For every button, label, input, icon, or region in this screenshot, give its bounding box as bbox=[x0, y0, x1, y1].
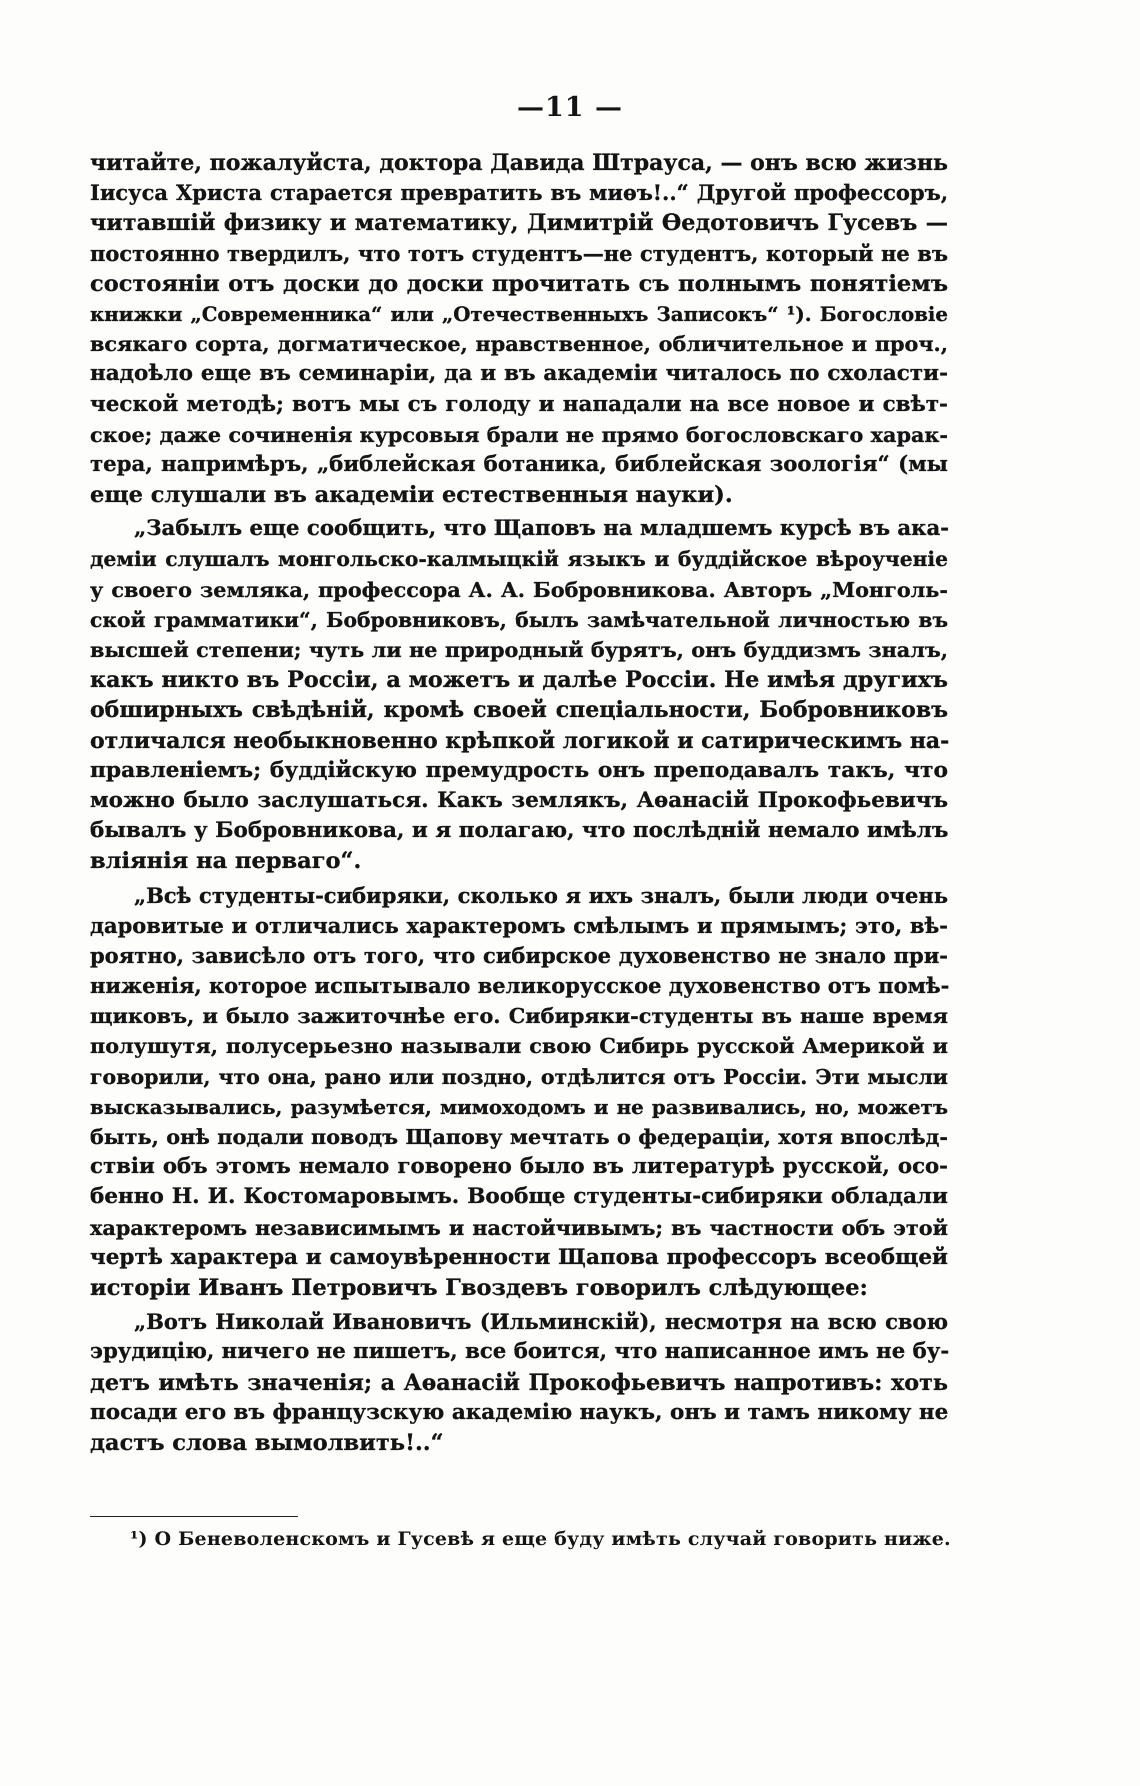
footnote: ¹) О Беневоленскомъ и Гусевѣ я еще буду имѣть случай говорить ниже. bbox=[130, 1528, 951, 1550]
paragraph-2 bbox=[90, 514, 948, 876]
text-line: высшей степени; чуть ли не природный бурятъ, онъ буддизмъ зналъ, bbox=[90, 638, 948, 662]
text-line: всякаго сорта, догматическое, нравственное, обличительное и проч., bbox=[90, 332, 948, 357]
paragraph-3 bbox=[90, 881, 948, 1304]
text-line: еще слушали въ академіи естественныя науки). bbox=[90, 482, 733, 509]
text-line: „Забылъ еще сообщить, что Щаповъ на младшемъ курсѣ въ ака- bbox=[134, 516, 950, 542]
text-line: обширныхъ свѣдѣній, кромѣ своей спеціальности, Бобровниковъ bbox=[90, 697, 948, 724]
text-line: надоѣло еще въ семинаріи, да и въ академіи читалось по схоласти- bbox=[90, 361, 948, 387]
text-line: характеромъ независимымъ и настойчивымъ; въ частности объ этой bbox=[90, 1215, 948, 1240]
text-line: отличался необыкновенно крѣпкой логикой и сатирическимъ на- bbox=[90, 727, 950, 754]
text-line: высказывались, разумѣется, мимоходомъ и не развивались, но, можетъ bbox=[90, 1094, 948, 1119]
text-line: вліянія на перваго“. bbox=[90, 848, 362, 875]
footnote-divider bbox=[90, 1516, 298, 1517]
text-line: бывалъ у Бобровникова, и я полагаю, что послѣдній немало имѣлъ bbox=[90, 818, 949, 844]
text-line: эрудицію, ничего не пишетъ, все боится, что написанное имъ не бу- bbox=[90, 1339, 950, 1365]
text-line: ниженія, которое испытывало великорусское духовенство отъ помѣ- bbox=[90, 973, 950, 999]
text-line: правленіемъ; буддійскую премудрость онъ преподавалъ такъ, что bbox=[90, 757, 948, 783]
page-number: —11 — bbox=[517, 92, 623, 123]
text-line: „Вотъ Николай Ивановичъ (Ильминскій), несмотря на всю свою bbox=[134, 1309, 948, 1335]
text-line: ческой методѣ; вотъ мы съ голоду и нападали на все новое и свѣт- bbox=[90, 391, 948, 417]
paragraph-1 bbox=[90, 148, 948, 510]
text-line: детъ имѣть значенія; а Аѳанасій Прокофьевичъ напротивъ: хоть bbox=[90, 1369, 948, 1396]
text-line: состояніи отъ доски до доски прочитать съ полнымъ понятіемъ bbox=[90, 270, 948, 297]
text-line: бенно Н. И. Костомаровымъ. Вообще студенты-сибиряки обладали bbox=[90, 1184, 948, 1210]
body-text bbox=[90, 148, 948, 1458]
text-line: чертѣ характера и самоувѣренности Щапова профессоръ всеобщей bbox=[90, 1244, 948, 1270]
text-line: у своего земляка, профессора А. А. Бобровникова. Авторъ „Монголь- bbox=[90, 577, 948, 602]
text-line: говорили, что она, рано или поздно, отдѣлится отъ Россіи. Эти мысли bbox=[90, 1064, 948, 1089]
paragraph-4 bbox=[90, 1307, 948, 1458]
text-line: ское; даже сочиненія курсовыя брали не прямо богословскаго харак- bbox=[90, 422, 948, 447]
text-line: деміи слушалъ монгольско-калмыцкій языкъ и буддійское вѣроученіе bbox=[90, 547, 948, 572]
text-line: быть, онѣ подали поводъ Щапову мечтать о федераціи, хотя впослѣд- bbox=[90, 1125, 948, 1149]
text-line: постоянно твердилъ, что тотъ студентъ—не студентъ, который не въ bbox=[90, 240, 948, 266]
text-line: даровитые и отличались характеромъ смѣлымъ и прямымъ; это, вѣ- bbox=[90, 912, 948, 938]
text-line: дастъ слова вымолвить!..“ bbox=[90, 1429, 444, 1456]
text-line: „Всѣ студенты-сибиряки, сколько я ихъ зналъ, были люди очень bbox=[134, 882, 948, 908]
text-line: Іисуса Христа старается превратить въ миѳъ!..“ Другой профессоръ, bbox=[90, 180, 948, 206]
text-line: полушутя, полусерьезно называли свою Сибирь русской Америкой и bbox=[90, 1034, 948, 1059]
text-line: какъ никто въ Россіи, а можетъ и далѣе Россіи. Не имѣя другихъ bbox=[90, 667, 948, 694]
text-line: исторіи Иванъ Петровичъ Гвоздевъ говорилъ слѣдующее: bbox=[90, 1274, 868, 1301]
text-line: ствіи объ этомъ немало говорено было въ литературѣ русской, осо- bbox=[90, 1154, 948, 1180]
text-line: читайте, пожалуйста, доктора Давида Штрауса, — онъ всю жизнь bbox=[90, 150, 948, 176]
text-line: роятно, зависѣло отъ того, что сибирское духовенство не знало при- bbox=[90, 942, 948, 968]
text-line: читавшій физику и математику, Димитрій Ѳедотовичъ Гусевъ — bbox=[90, 210, 948, 237]
text-line: щиковъ, и было зажиточнѣе его. Сибиряки-студенты въ наше время bbox=[90, 1004, 948, 1029]
text-line: посади его въ французскую академію наукъ, онъ и тамъ никому не bbox=[90, 1399, 949, 1425]
text-line: ской грамматики“, Бобровниковъ, былъ замѣчательной личностью въ bbox=[90, 607, 948, 632]
text-line: тера, напримѣръ, „библейская ботаника, библейская зоологія“ (мы bbox=[90, 451, 948, 477]
text-line: можно было заслушаться. Какъ землякъ, Аѳанасій Прокофьевичъ bbox=[90, 787, 948, 813]
text-line: книжки „Современника“ или „Отечественныхъ Записокъ“ ¹). Богословіе bbox=[90, 301, 948, 326]
